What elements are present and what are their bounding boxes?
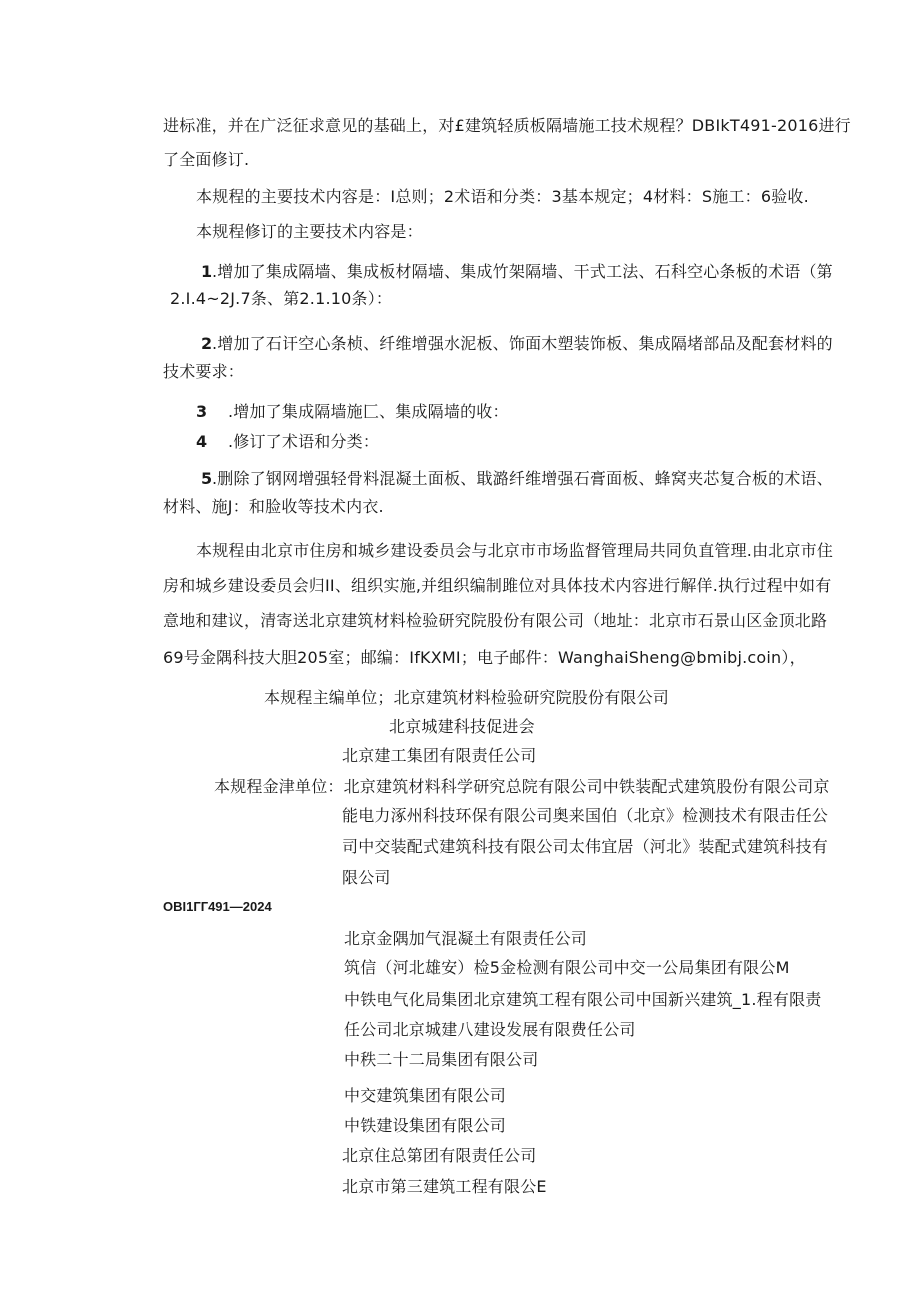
more-unit: 中秩二十二局集团有限公司 bbox=[344, 1050, 539, 1069]
revision-item-4-line-1: .修订了术语和分类： bbox=[228, 432, 380, 451]
management-line-4: 69号金隅科技大胆205室；邮编：IfKXMI；电子邮件：WanghaiSheng@bmibj.coin）， bbox=[163, 648, 806, 667]
revision-item-2-line-2: 技术要求： bbox=[163, 362, 245, 381]
more-unit: 筑信（河北雄安）检5金检测有限公司中交一公局集团有限公M bbox=[344, 958, 790, 977]
chief-unit-3: 北京建工集团有限责任公司 bbox=[342, 746, 537, 765]
revision-item-2-number: 2 bbox=[201, 334, 213, 353]
more-unit: 北京金隅加气混凝土有限责任公司 bbox=[344, 929, 588, 948]
standard-code: OBI1ГГ491—2024 bbox=[163, 899, 272, 914]
intro-line-1: 进标准，并在广泛征求意见的基础上，对£建筑轻质板隔墙施工技术规程？DBIkT491-2016进行 bbox=[163, 116, 851, 135]
revision-item-5-line-1: .删除了钢网增强轻骨料混凝土面板、戢潞纤维增强石膏面板、蜂窝夹芯复合板的术语、 bbox=[212, 469, 833, 488]
participating-units-line-3: 司中交装配式建筑科技有限公司太伟宜居（河北》装配式建筑科技有 bbox=[342, 837, 829, 856]
more-unit: 北京市第三建筑工程有限公E bbox=[342, 1177, 547, 1196]
chief-unit-2: 北京城建科技促进会 bbox=[389, 717, 535, 736]
management-line-3: 意地和建议，清寄送北京建筑材料检验研究院股份有限公司（地址：北京市石景山区金顶北路 bbox=[163, 611, 828, 630]
main-content-text: 本规程的主要技术内容是：I总则；2术语和分类：3基本规定；4材料：S施工：6验收. bbox=[196, 187, 809, 206]
revision-item-3-number: 3 bbox=[196, 402, 208, 421]
revision-item-1-number: 1 bbox=[201, 262, 213, 281]
revision-item-2-line-1: .增加了石讦空心条桢、纤维增强水泥板、饰面木塑装饰板、集成隔堵部品及配套材料的 bbox=[212, 334, 833, 353]
participating-units-label: 本规程金津单位：北京建筑材料科学研究总院有限公司中铁装配式建筑股份有限公司京 bbox=[214, 777, 830, 796]
participating-units-line-2: 能电力涿州科技环保有限公司奥来国伯（北京》检测技术有限击任公 bbox=[342, 806, 829, 825]
more-unit: 中铁建设集团有限公司 bbox=[344, 1116, 507, 1135]
management-line-1: 本规程由北京市住房和城乡建设委员会与北京市市场监督管理局共同负直管理.由北京市住 bbox=[196, 541, 834, 560]
revision-item-1-line-2: 2.I.4~2J.7条、第2.1.10条）： bbox=[170, 289, 393, 308]
more-unit: 北京住总第团有限责任公司 bbox=[342, 1146, 537, 1165]
more-unit: 中交建筑集团有限公司 bbox=[344, 1086, 507, 1105]
more-unit: 中铁电气化局集团北京建筑工程有限公司中国新兴建筑_1.程有限责 bbox=[344, 990, 822, 1009]
participating-units-line-4: 限公司 bbox=[342, 868, 391, 887]
revision-heading: 本规程修订的主要技术内容是： bbox=[196, 222, 423, 241]
revision-item-4-number: 4 bbox=[196, 432, 208, 451]
revision-item-3-line-1: .增加了集成隔墙施匚、集成隔墙的收： bbox=[228, 402, 509, 421]
more-unit: 任公司北京城建八建设发展有限费任公司 bbox=[344, 1020, 636, 1039]
revision-item-5-line-2: 材料、施J：和脸收等技术内衣. bbox=[163, 497, 384, 516]
revision-item-5-number: 5 bbox=[201, 469, 213, 488]
revision-item-1-line-1: .增加了集成隔墙、集成板材隔墙、集成竹架隔墙、干式工法、石科空心条板的术语（第 bbox=[212, 262, 833, 281]
chief-units-label: 本规程主编单位；北京建筑材料检验研究院股份有限公司 bbox=[264, 688, 670, 707]
management-line-2: 房和城乡建设委员会归II、组织实施,并组织编制雎位对具体技术内容进行解佯.执行过程中如有 bbox=[163, 576, 832, 595]
intro-line-2: 了全面修订. bbox=[163, 150, 250, 169]
